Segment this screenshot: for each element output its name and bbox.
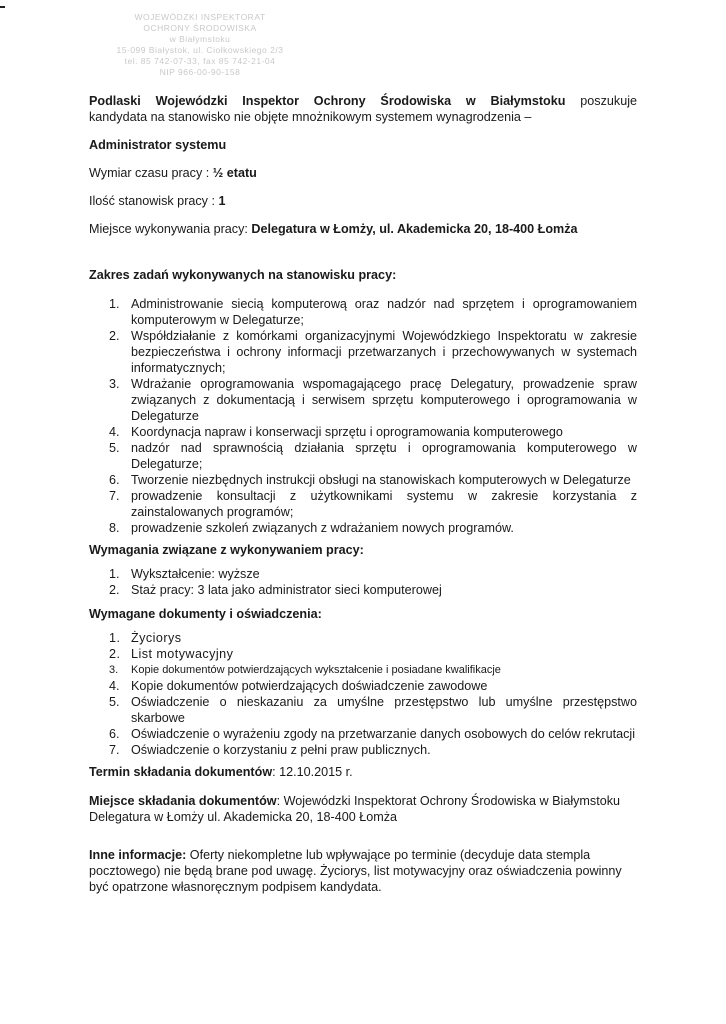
other-info-value: Oferty niekompletne lub wpływające po terminie (decyduje data stempla pocztowego) nie będą brane pod uwagę. Życiorys, list motywacyjny oraz oświadczenia powinny być opatrzone własnoręcznym podpisem kandydata. [89,848,622,894]
workplace [89,221,637,237]
positions-count [89,193,637,209]
intro-line-2: kandydata na stanowisko nie objęte mnożnikowym systemem wynagrodzenia – [89,110,532,124]
list-item: 7. Oświadczenie o korzystaniu z pełni praw publicznych. [109,743,431,757]
list-item: 2. Współdziałanie z komórkami organizacyjnymi Wojewódzkiego Inspektoratu w zakresie bezpieczeństwa i ochrony informacji przetwarzanych i przechowywanych w systemach informatycznych; [109,329,637,375]
list-item: 4. Koordynacja napraw i konserwacji sprzętu i oprogramowania komputerowego [109,425,563,439]
tasks-list [89,296,637,536]
list-item: 1. Administrowanie siecią komputerową oraz nadzór nad sprzętem i oprogramowaniem komputerowym w Delegaturze; [109,297,637,327]
list-item: 6. Oświadczenie o wyrażeniu zgody na przetwarzanie danych osobowych do celów rekrutacji [109,727,636,741]
list-item: 5. nadzór nad sprawnością działania sprzętu i oprogramowania komputerowego w Delegaturze; [109,441,637,471]
documents-list [89,630,637,758]
other-info [89,847,637,895]
submission-place-value: : Wojewódzki Inspektorat Ochrony Środowiska w Białymstoku Delegatura w Łomży ul. Akademicka 20, 18-400 Łomża [89,794,621,824]
list-item: 1. Życiorys [109,631,182,645]
scan-edge-mark [0,6,5,8]
positions-count-label: Ilość stanowisk pracy : [89,194,215,208]
position-title: Administrator systemu [89,138,227,152]
submission-place-label: Miejsce składania dokumentów [89,794,277,808]
working-time-value: ½ etatu [212,166,257,180]
workplace-value: Delegatura w Łomży, ul. Akademicka 20, 18-400 Łomża [251,222,578,236]
list-item: 6. Tworzenie niezbędnych instrukcji obsługi na stanowiskach komputerowych w Delegaturze [109,473,631,487]
stamp-line: w Białymstoku [169,34,231,44]
requirements-heading: Wymagania związane z wykonywaniem pracy: [89,543,364,557]
stamp-line: 15-099 Białystok, ul. Ciołkowskiego 2/3 [116,45,284,55]
intro-line-1 [89,93,637,109]
submission-place [89,793,637,825]
stamp-line: WOJEWÓDZKI INSPEKTORAT [134,12,266,22]
working-time [89,165,637,181]
stamp-line: NIP 966-00-90-158 [159,67,241,77]
organization-name: Podlaski Wojewódzki Inspektor Ochrony Środowiska w Białymstoku [89,94,566,108]
workplace-label: Miejsce wykonywania pracy: [89,222,248,236]
other-info-label: Inne informacje: [89,848,187,862]
positions-count-value: 1 [218,194,226,208]
working-time-label: Wymiar czasu pracy : [89,166,210,180]
requirements-list [89,566,637,598]
list-item: 1. Wykształcenie: wyższe [109,567,260,581]
tasks-heading: Zakres zadań wykonywanych na stanowisku pracy: [89,268,397,282]
office-stamp [100,12,300,78]
list-item: 7. prowadzenie konsultacji z użytkownikami systemu w zakresie korzystania z zainstalowanych programów; [109,489,637,519]
deadline [89,764,637,780]
list-item: 3. Wdrażanie oprogramowania wspomagającego pracę Delegatury, prowadzenie spraw związanych z dokumentacją i serwisem sprzętu komputerowego i oprogramowania w Delegaturze [109,377,637,423]
stamp-line: tel. 85 742-07-33, fax 85 742-21-04 [124,56,276,66]
deadline-label: Termin składania dokumentów [89,765,273,779]
documents-heading: Wymagane dokumenty i oświadczenia: [89,607,322,621]
intro-text: poszukuje [580,94,638,108]
list-item: 4. Kopie dokumentów potwierdzających doświadczenie zawodowe [109,679,488,693]
list-item: 8. prowadzenie szkoleń związanych z wdrażaniem nowych programów. [109,521,514,535]
stamp-line: OCHRONY ŚRODOWISKA [143,23,257,33]
list-item: 2. Staż pracy: 3 lata jako administrator sieci komputerowej [109,583,442,597]
list-item: 2. List motywacyjny [109,647,234,661]
list-item: 5. Oświadczenie o nieskazaniu za umyślne przestępstwo lub umyślne przestępstwo skarbowe [109,695,637,725]
deadline-value: : 12.10.2015 r. [272,765,353,779]
document-body [89,93,637,895]
list-item: 3. Kopie dokumentów potwierdzających wykształcenie i posiadane kwalifikacje [109,664,501,676]
